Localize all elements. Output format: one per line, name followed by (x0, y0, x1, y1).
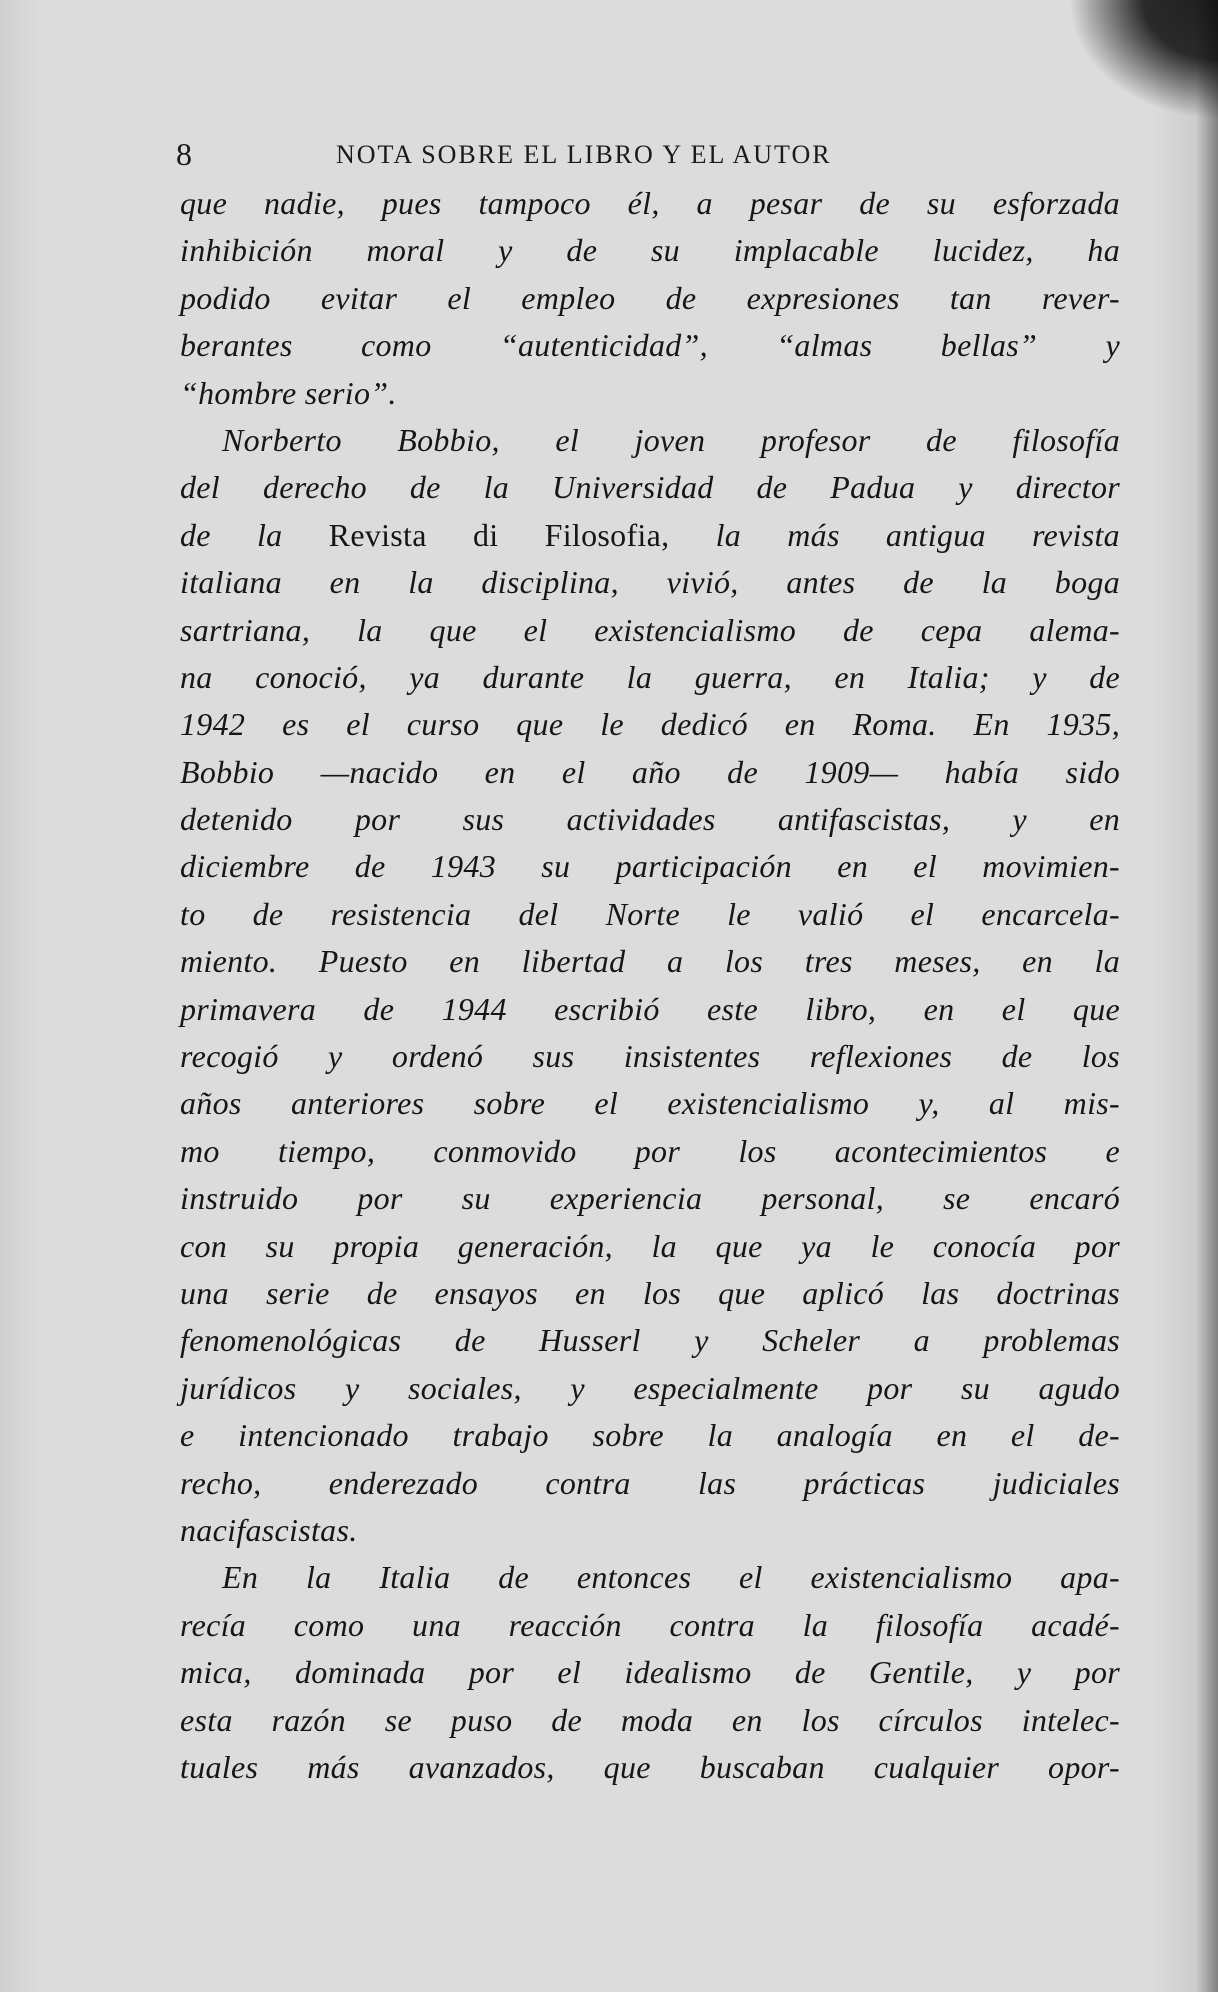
text-line: nacifascistas. (180, 1511, 358, 1548)
page-number: 8 (176, 136, 192, 172)
text-run: de la (180, 516, 329, 553)
text-line: na conoció, ya durante la guerra, en Italia; y de (180, 658, 1120, 695)
text-line: italiana en la disciplina, vivió, antes de la boga (180, 564, 1120, 601)
text-line: esta razón se puso de moda en los círculos intelec- (180, 1701, 1120, 1738)
text-line: mica, dominada por el idealismo de Gentile, y por (180, 1654, 1120, 1691)
text-line: berantes como “autenticidad”, “almas bellas” y (180, 327, 1120, 364)
text-line: 1942 es el curso que le dedicó en Roma. En 1935, (180, 706, 1120, 743)
text-line: En la Italia de entonces el existencialismo apa- (222, 1559, 1120, 1596)
page-header (176, 136, 1176, 176)
running-head: NOTA SOBRE EL LIBRO Y EL AUTOR (336, 140, 832, 169)
text-line: miento. Puesto en libertad a los tres meses, en la (180, 943, 1120, 980)
text-line: fenomenológicas de Husserl y Scheler a problemas (180, 1322, 1120, 1359)
text-line: recogió y ordenó sus insistentes reflexiones de los (180, 1038, 1120, 1075)
text-line: con su propia generación, la que ya le conocía por (180, 1227, 1120, 1264)
body-text (180, 180, 1120, 1791)
text-line: mo tiempo, conmovido por los acontecimientos e (180, 1132, 1120, 1169)
text-line: sartriana, la que el existencialismo de cepa alema- (180, 611, 1120, 648)
text-line: recho, enderezado contra las prácticas judiciales (180, 1464, 1120, 1501)
text-line: del derecho de la Universidad de Padua y director (180, 469, 1120, 506)
page-edge-shadow (1196, 0, 1218, 1992)
text-line: “hombre serio”. (180, 374, 397, 411)
text-line: Bobbio —nacido en el año de 1909— había sido (180, 753, 1120, 790)
text-line: instruido por su experiencia personal, se encaró (180, 1180, 1120, 1217)
text-line: podido evitar el empleo de expresiones tan rever- (180, 279, 1120, 316)
text-line: primavera de 1944 escribió este libro, en el que (180, 990, 1120, 1027)
text-line: diciembre de 1943 su participación en el movimien- (180, 848, 1120, 885)
text-line: años anteriores sobre el existencialismo y, al mis- (180, 1085, 1120, 1122)
text-line: e intencionado trabajo sobre la analogía en el de- (180, 1417, 1120, 1454)
text-line: Norberto Bobbio, el joven profesor de filosofía (222, 421, 1120, 458)
text-line: detenido por sus actividades antifascistas, y en (180, 801, 1120, 838)
journal-title: Revista di Filosofia, (328, 516, 670, 553)
text-line: una serie de ensayos en los que aplicó las doctrinas (180, 1274, 1120, 1311)
text-line: inhibición moral y de su implacable lucidez, ha (180, 232, 1120, 269)
text-line: to de resistencia del Norte le valió el encarcela- (180, 895, 1120, 932)
text-line: tuales más avanzados, que buscaban cualquier opor- (180, 1748, 1120, 1785)
text-line: recía como una reacción contra la filosofía acadé- (180, 1606, 1120, 1643)
text-line: jurídicos y sociales, y especialmente por su agudo (180, 1369, 1120, 1406)
text-line: que nadie, pues tampoco él, a pesar de su esforzada (180, 185, 1120, 221)
text-line-mixed (180, 512, 1120, 559)
text-run: la más antigua revista (669, 516, 1120, 553)
